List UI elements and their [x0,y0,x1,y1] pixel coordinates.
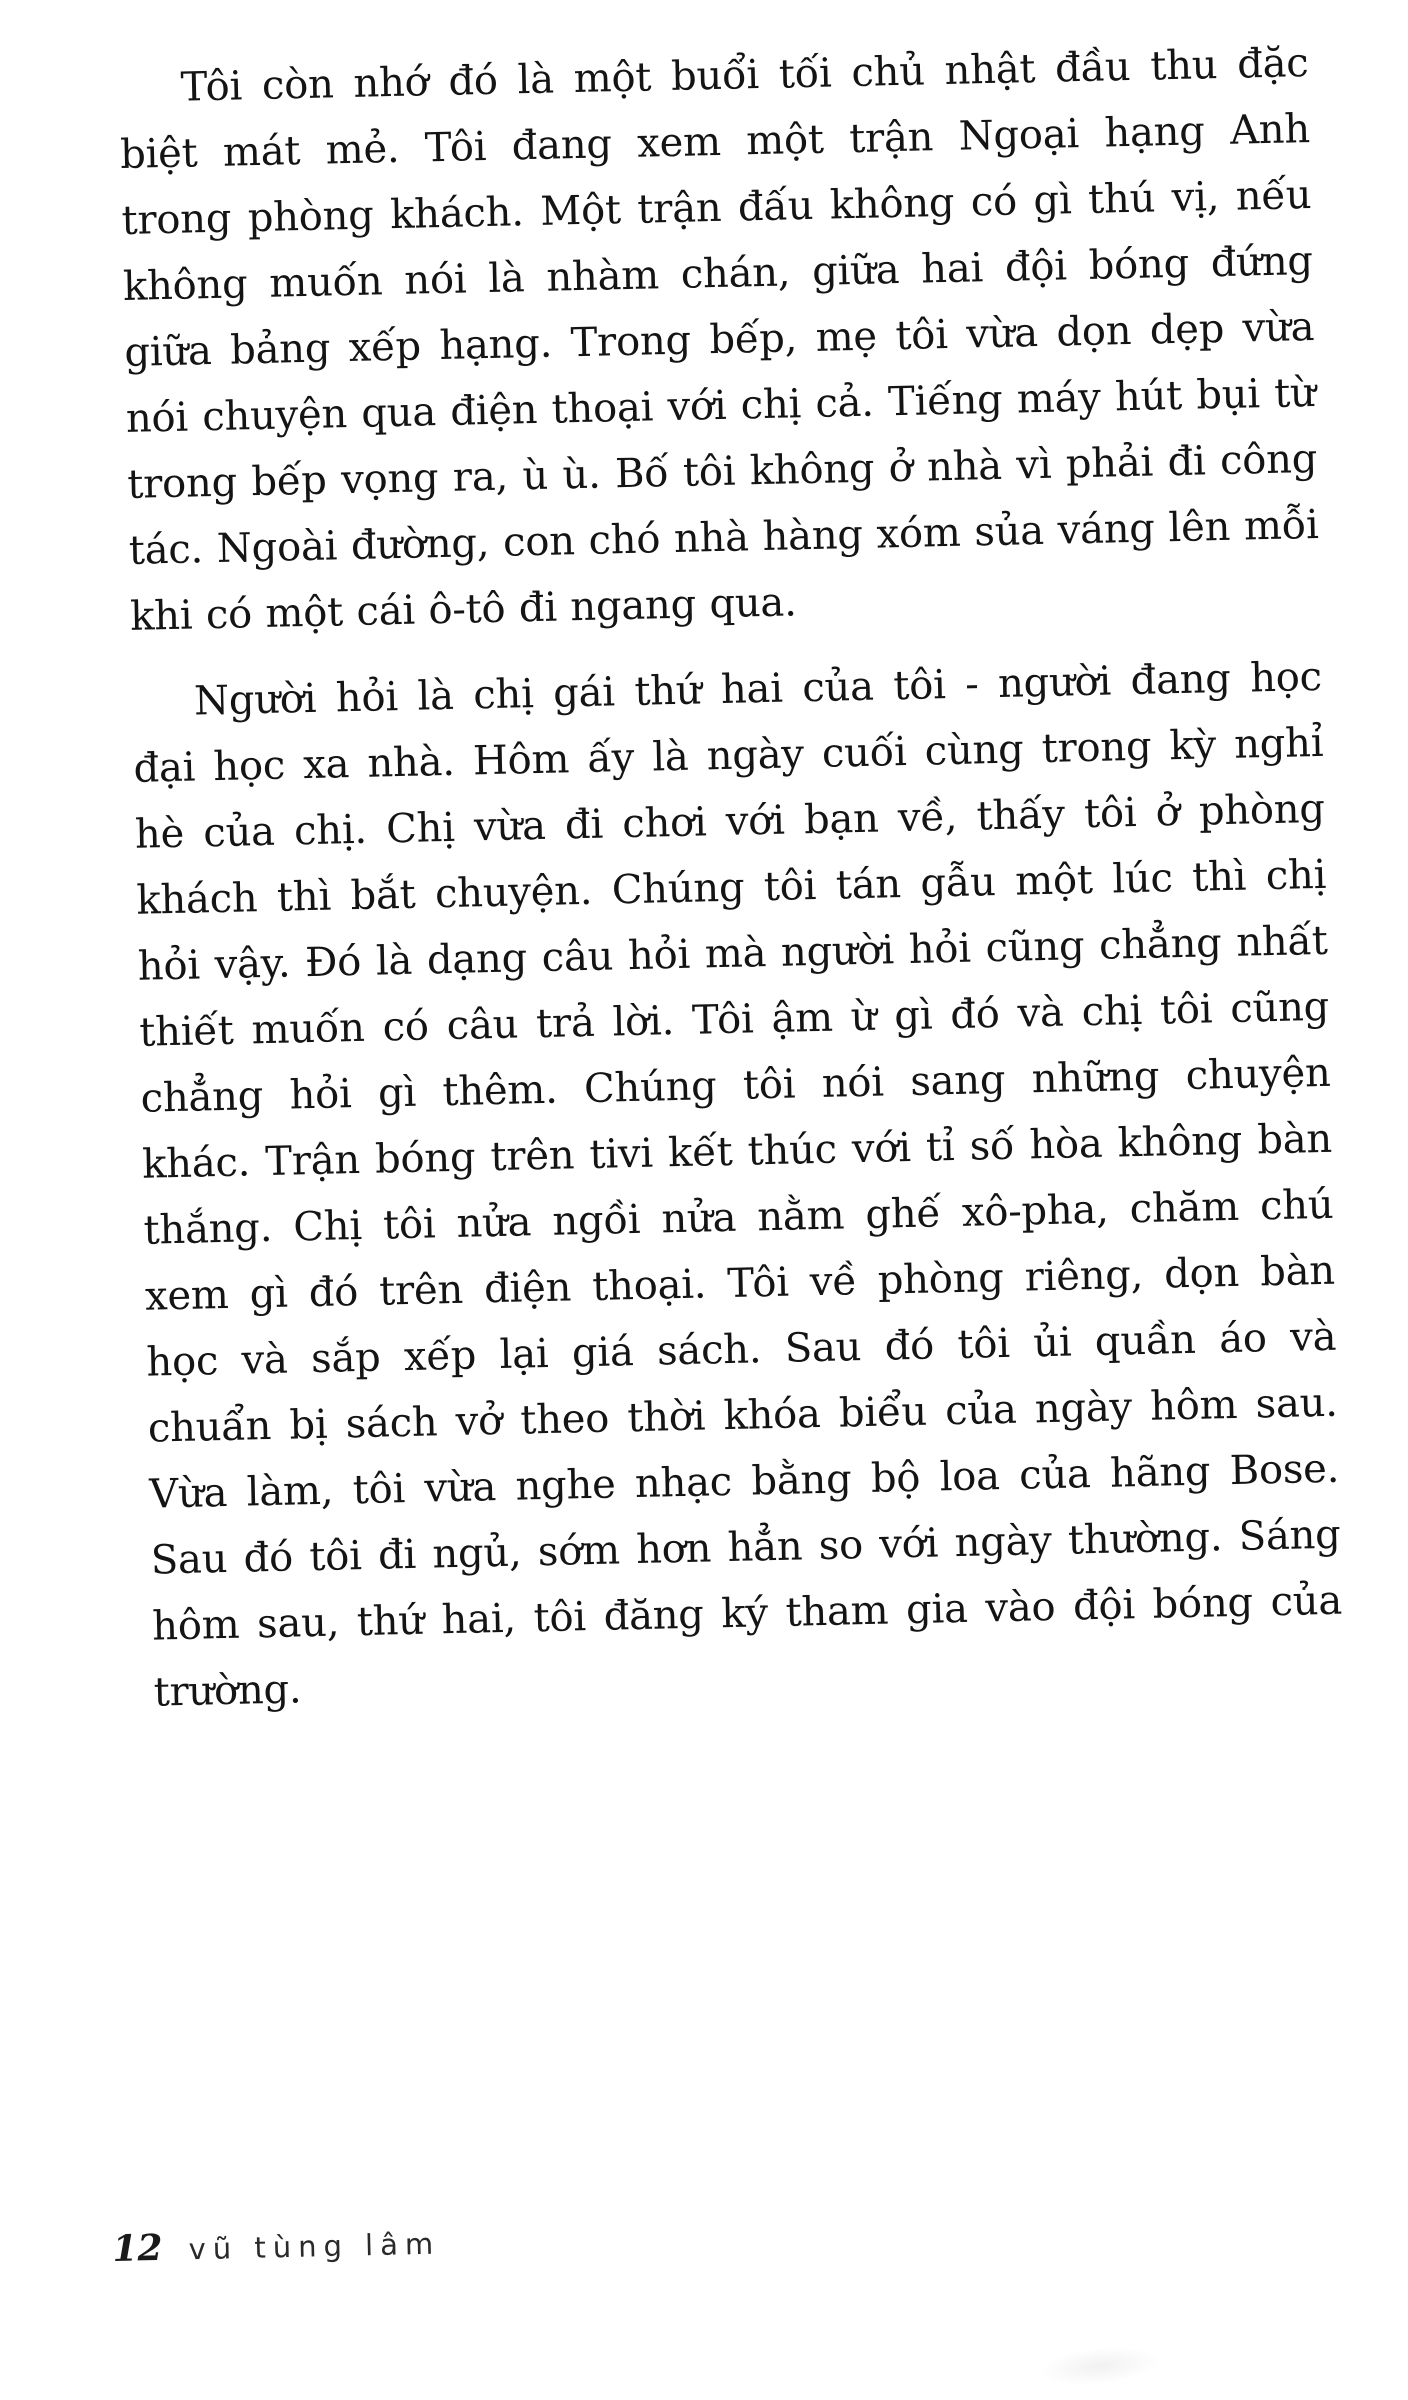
page-number: 12 [112,2226,164,2270]
page-footer [112,2221,441,2270]
paragraph-1: Tôi còn nhớ đó là một buổi tối chủ nhật đầu thu đặc biệt mát mẻ. Tôi đang xem một trận Ngoại hạng Anh trong phòng khách. Một trận đấu không có gì thú vị, nếu không muốn nói là nhàm chán, giữa hai đội bóng đứng giữa bảng xếp hạng. Trong bếp, mẹ tôi vừa dọn dẹp vừa nói chuyện qua điện thoại với chị cả. Tiếng máy hút bụi từ trong bếp vọng ra, ù ù. Bố tôi không ở nhà vì phải đi công tác. Ngoài đường, con chó nhà hàng xóm sủa váng lên mỗi khi có một cái ô-tô đi ngang qua. [119,40,1320,640]
paragraph-2: Người hỏi là chị gái thứ hai của tôi - người đang học đại học xa nhà. Hôm ấy là ngày cuối cùng trong kỳ nghỉ hè của chị. Chị vừa đi chơi với bạn về, thấy tôi ở phòng khách thì bắt chuyện. Chúng tôi tán gẫu một lúc thì chị hỏi vậy. Đó là dạng câu hỏi mà người hỏi cũng chẳng nhất thiết muốn có câu trả lời. Tôi ậm ừ gì đó và chị tôi cũng chẳng hỏi gì thêm. Chúng tôi nói sang những chuyện khác. Trận bóng trên tivi kết thúc với tỉ số hòa không bàn thắng. Chị tôi nửa ngồi nửa nằm ghế xô-pha, chăm chú xem gì đó trên điện thoại. Tôi về phòng riêng, dọn bàn học và sắp xếp lại giá sách. Sau đó tôi ủi quần áo và chuẩn bị sách vở theo thời khóa biểu của ngày hôm sau. Vừa làm, tôi vừa nghe nhạc bằng bộ loa của hãng Bose. Sau đó tôi đi ngủ, sớm hơn hẳn so với ngày thường. Sáng hôm sau, thứ hai, tôi đăng ký tham gia vào đội bóng của trường. [133,653,1343,1716]
page-smudge-mark [1038,2342,1161,2390]
page-text-body [118,30,1344,1730]
author-name: vũ tùng lâm [188,2226,441,2267]
